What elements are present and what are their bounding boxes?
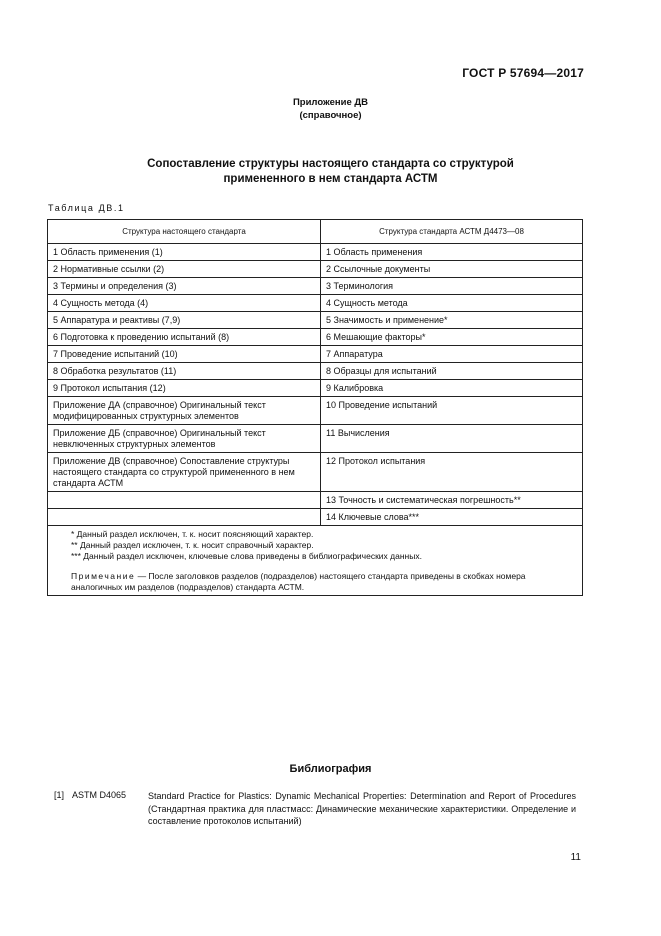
table-row [48, 363, 583, 380]
footnote: * Данный раздел исключен, т. к. носит поясняющий характер. [71, 529, 314, 539]
table-cell-national: 9 Протокол испытания (12) [48, 380, 321, 397]
table-row [48, 244, 583, 261]
table-cell-astm: 4 Сущность метода [321, 295, 583, 312]
note-text: — После заголовков разделов (подразделов) настоящего стандарта приведены в скобках номера аналогичных им разделов (подразделов) стандарта АСТМ. [71, 571, 526, 592]
document-code: ГОСТ Р 57694—2017 [462, 66, 584, 80]
table-cell-national [48, 509, 321, 526]
footnote: ** Данный раздел исключен, т. к. носит справочный характер. [71, 540, 314, 550]
table-cell-national [48, 492, 321, 509]
table-cell-astm: 10 Проведение испытаний [321, 397, 583, 425]
table-cell-astm: 9 Калибровка [321, 380, 583, 397]
table-cell-national: 3 Термины и определения (3) [48, 278, 321, 295]
table-cell-astm: 8 Образцы для испытаний [321, 363, 583, 380]
table-caption: Таблица ДВ.1 [48, 203, 125, 213]
table-cell-national: 8 Обработка результатов (11) [48, 363, 321, 380]
table-row [48, 295, 583, 312]
note-label: Примечание [71, 571, 136, 581]
table-row [48, 261, 583, 278]
bibliography-item-text: Standard Practice for Plastics: Dynamic Mechanical Properties: Determination and Report of Procedures (Стандартная практика для пластмасс: Динамические механические характеристики. Определение и составление протоколов испытаний) [148, 791, 576, 826]
table-cell-astm: 11 Вычисления [321, 425, 583, 453]
table-cell-national: 4 Сущность метода (4) [48, 295, 321, 312]
table-cell-astm: 6 Мешающие факторы* [321, 329, 583, 346]
section-title-line1: Сопоставление структуры настоящего стандарта со структурой [147, 158, 514, 170]
page-number: 11 [570, 852, 581, 863]
table-cell-astm: 12 Протокол испытания [321, 453, 583, 492]
table-notes-row [48, 526, 583, 596]
table-cell-astm: 14 Ключевые слова*** [321, 509, 583, 526]
annex-subtitle: (справочное) [299, 110, 362, 121]
table-row [48, 492, 583, 509]
table-row [48, 380, 583, 397]
table-cell-national: 2 Нормативные ссылки (2) [48, 261, 321, 278]
table-cell-astm: 13 Точность и систематическая погрешность** [321, 492, 583, 509]
bibliography-item-code: ASTM D4065 [72, 790, 127, 800]
bibliography-item-number: [1] [54, 790, 65, 800]
table-cell-astm: 2 Ссылочные документы [321, 261, 583, 278]
table-cell-national: 5 Аппаратура и реактивы (7,9) [48, 312, 321, 329]
annex-heading [0, 96, 661, 122]
table-cell-astm: 5 Значимость и применение* [321, 312, 583, 329]
footnote: *** Данный раздел исключен, ключевые слова приведены в библиографических данных. [71, 551, 422, 561]
table-cell-national: 1 Область применения (1) [48, 244, 321, 261]
table-row [48, 346, 583, 363]
table-cell-national: 7 Проведение испытаний (10) [48, 346, 321, 363]
table-row [48, 425, 583, 453]
section-title-line2: примененного в нем стандарта АСТМ [223, 173, 438, 185]
comparison-table [47, 219, 583, 596]
table-cell-national: 6 Подготовка к проведению испытаний (8) [48, 329, 321, 346]
table-row [48, 397, 583, 425]
table-cell-astm: 3 Терминология [321, 278, 583, 295]
table-row [48, 278, 583, 295]
table-row [48, 329, 583, 346]
table-row [48, 509, 583, 526]
table-cell-astm: 7 Аппаратура [321, 346, 583, 363]
table-header-cell: Структура настоящего стандарта [48, 220, 321, 244]
bibliography-title: Библиография [289, 763, 372, 775]
annex-title: Приложение ДВ [292, 97, 369, 108]
section-title [0, 157, 661, 187]
table-note [53, 571, 577, 593]
table-cell-astm: 1 Область применения [321, 244, 583, 261]
table-row [48, 312, 583, 329]
table-header-row [48, 220, 583, 244]
table-notes-cell [48, 526, 583, 596]
table-cell-national: Приложение ДВ (справочное) Сопоставление структуры настоящего стандарта со структурой примененного в нем стандарта АСТМ [48, 453, 321, 492]
table-cell-national: Приложение ДА (справочное) Оригинальный текст модифицированных структурных элементов [48, 397, 321, 425]
table-row [48, 453, 583, 492]
table-cell-national: Приложение ДБ (справочное) Оригинальный текст невключенных структурных элементов [48, 425, 321, 453]
table-header-cell: Структура стандарта АСТМ Д4473—08 [321, 220, 583, 244]
